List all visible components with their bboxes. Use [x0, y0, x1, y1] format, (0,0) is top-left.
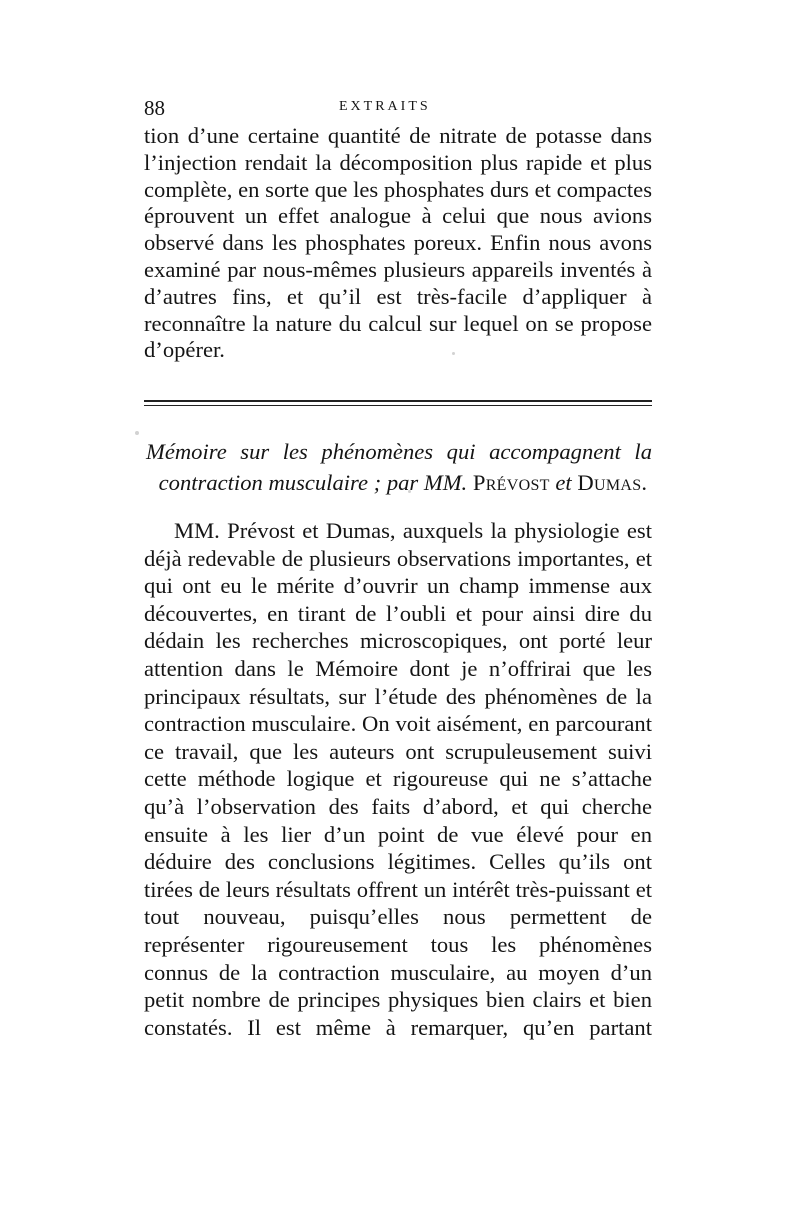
top-paragraph-text: tion d’une certaine quantité de nitrate de potasse dans l’injection rendait la décomposition plus rapide et plus complète, en sorte que les phosphates durs et compactes éprouvent un effet analogue à celui que nous avions observé dans les phosphates poreux. Enfin nous avons examiné par nous-mêmes plusieurs appareils inventés à d’autres fins, et qu’il est très-facile d’appliquer à reconnaître la nature du calcul sur lequel on se propose d’opérer. — [144, 123, 652, 363]
page-header — [144, 96, 654, 124]
memoir-author-1: Prévost — [472, 470, 550, 495]
main-paragraph — [144, 517, 652, 1041]
memoir-author-2: Dumas. — [577, 470, 648, 495]
memoir-title-prefix: contraction musculaire ; par MM. — [158, 470, 468, 495]
ink-speck — [135, 431, 139, 435]
ink-speck — [408, 490, 411, 493]
section-divider-thick — [144, 400, 652, 402]
ink-speck — [452, 352, 455, 355]
memoir-title-connector: et — [555, 470, 572, 495]
section-divider-thin — [144, 405, 652, 406]
top-paragraph — [144, 123, 652, 364]
memoir-title-line-2 — [146, 467, 652, 498]
page-number: 88 — [144, 96, 165, 120]
memoir-title — [146, 436, 652, 498]
main-paragraph-text: MM. Prévost et Dumas, auxquels la physiologie est déjà redevable de plusieurs observations importantes, et qui ont eu le mérite d’ouvrir un champ immense aux découvertes, en tirant de l’oubli et pour ainsi dire du dédain les recherches microscopiques, ont porté leur attention dans le Mémoire dont je n’offrirai que les principaux résultats, sur l’étude des phénomènes de la contraction musculaire. On voit aisément, en parcourant ce travail, que les auteurs ont scrupuleusement suivi cette méthode logique et rigoureuse qui ne s’attache qu’à l’observation des faits d’abord, et qui cherche ensuite à les lier d’un point de vue élevé pour en déduire des conclusions légitimes. Celles qu’ils ont tirées de leurs résultats offrent un intérêt très-puissant et tout nouveau, puisqu’elles nous permettent de représenter rigoureusement tous les phénomènes connus de la contraction musculaire, au moyen d’un petit nombre de principes physiques bien clairs et bien constatés. Il est même à remarquer, qu’en partant — [144, 518, 652, 1040]
running-head: EXTRAITS — [339, 99, 431, 114]
memoir-title-line-1: Mémoire sur les phénomènes qui accompagnent la — [146, 439, 652, 464]
